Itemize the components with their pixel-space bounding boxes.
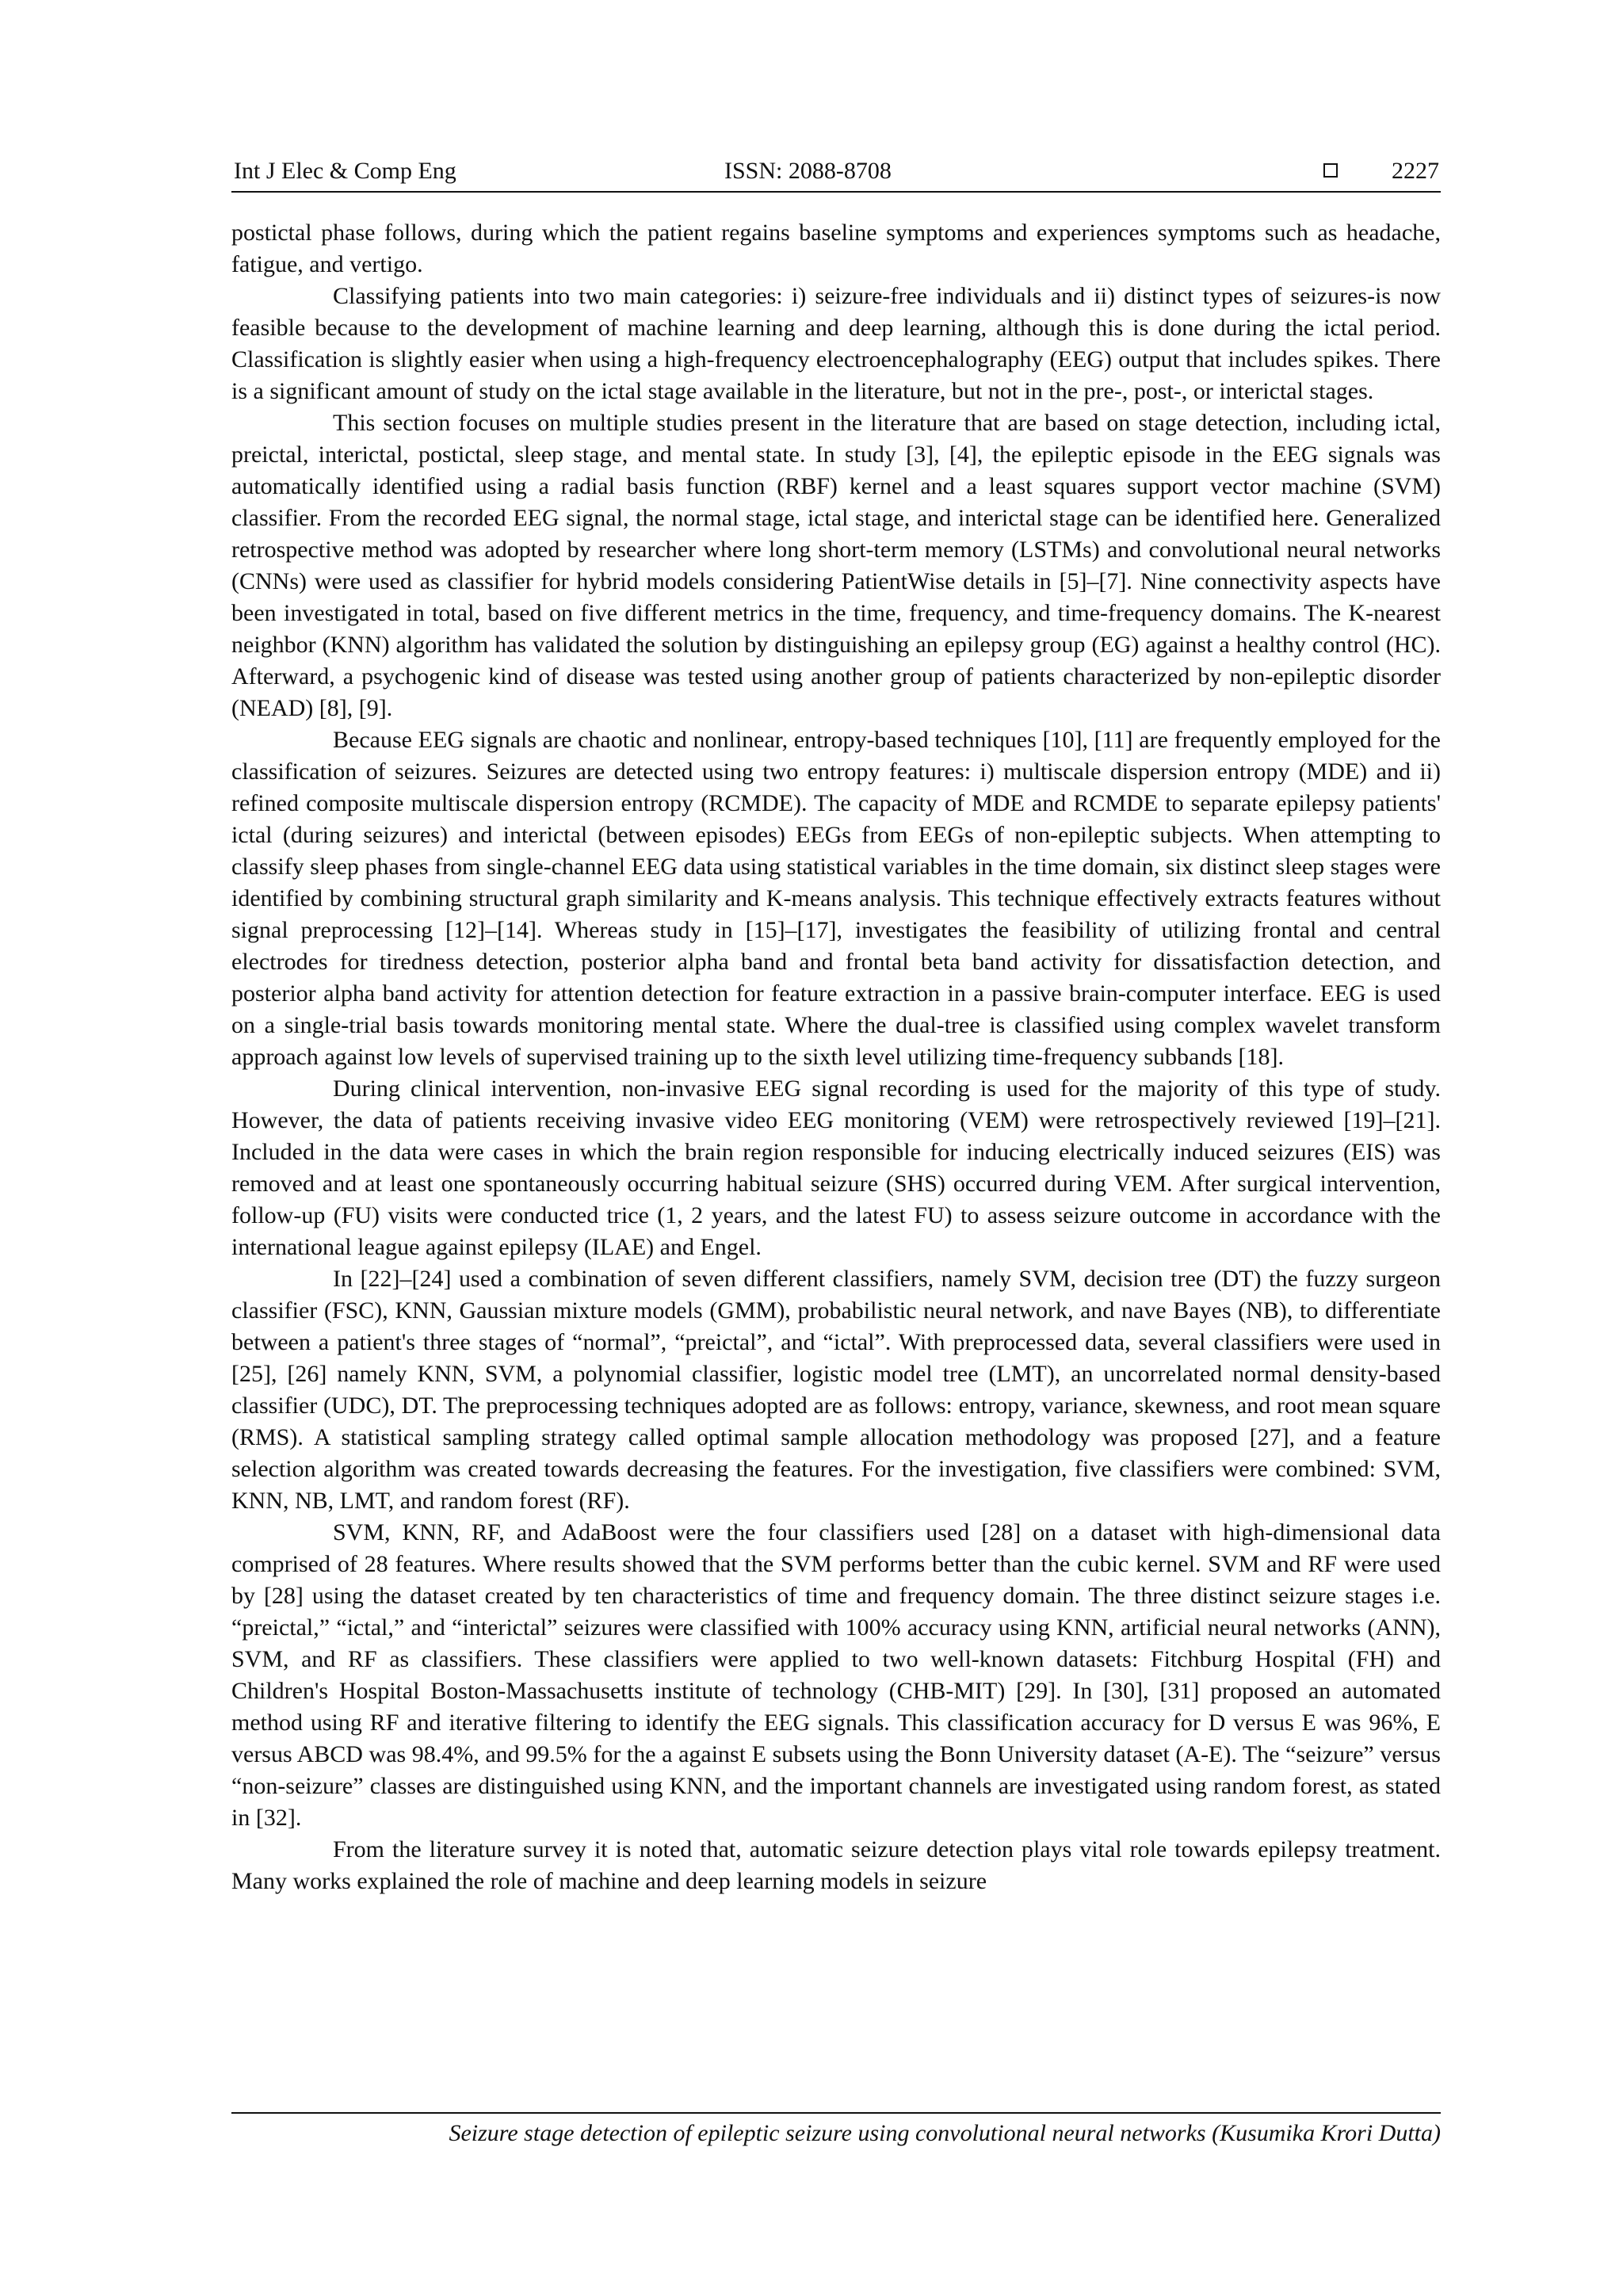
square-marker-icon: [1323, 163, 1338, 178]
page-number: 2227: [1392, 158, 1439, 184]
page-footer: [231, 2112, 1441, 2147]
paragraph: postictal phase follows, during which the patient regains baseline symptoms and experiences symptoms such as headache, fatigue, and vertigo.: [231, 220, 1441, 277]
paragraph: From the literature survey it is noted that, automatic seizure detection plays vital role towards epilepsy treatment. Many works explained the role of machine and deep learning models in seizure: [231, 1836, 1441, 1894]
issn: ISSN: 2088-8708: [724, 158, 892, 184]
journal-name: Int J Elec & Comp Eng: [234, 158, 456, 184]
running-title: Seizure stage detection of epileptic seizure using convolutional neural networks (Kusumika Krori Dutta): [449, 2120, 1441, 2146]
paragraph: Classifying patients into two main categories: i) seizure-free individuals and ii) distinct types of seizures-is now feasible because to the development of machine learning and deep learning, although this is done during the ictal period. Classification is slightly easier when using a high-frequency electroencephalography (EEG) output that includes spikes. There is a significant amount of study on the ictal stage available in the literature, but not in the pre-, post-, or interictal stages.: [231, 283, 1441, 404]
paragraph: In [22]–[24] used a combination of seven different classifiers, namely SVM, decision tree (DT) the fuzzy surgeon classifier (FSC), KNN, Gaussian mixture models (GMM), probabilistic neural network, and nave Bayes (NB), to differentiate between a patient's three stages of “normal”, “preictal”, and “ictal”. With preprocessed data, several classifiers were used in [25], [26] namely KNN, SVM, a polynomial classifier, logistic model tree (LMT), an uncorrelated normal density-based classifier (UDC), DT. The preprocessing techniques adopted are as follows: entropy, variance, skewness, and root mean square (RMS). A statistical sampling strategy called optimal sample allocation methodology was proposed [27], and a feature selection algorithm was created towards decreasing the features. For the investigation, five classifiers were combined: SVM, KNN, NB, LMT, and random forest (RF).: [231, 1266, 1441, 1514]
paragraph: This section focuses on multiple studies present in the literature that are based on stage detection, including ictal, preictal, interictal, postictal, sleep stage, and mental state. In study [3], [4], the epileptic episode in the EEG signals was automatically identified using a radial basis function (RBF) kernel and a least squares support vector machine (SVM) classifier. From the recorded EEG signal, the normal stage, ictal stage, and interictal stage can be identified here. Generalized retrospective method was adopted by researcher where long short-term memory (LSTMs) and convolutional neural networks (CNNs) were used as classifier for hybrid models considering PatientWise details in [5]–[7]. Nine connectivity aspects have been investigated in total, based on five different metrics in the time, frequency, and time-frequency domains. The K-nearest neighbor (KNN) algorithm has validated the solution by distinguishing an epilepsy group (EG) against a healthy control (HC). Afterward, a psychogenic kind of disease was tested using another group of patients characterized by non-epileptic disorder (NEAD) [8], [9].: [231, 410, 1441, 721]
paragraph: During clinical intervention, non-invasive EEG signal recording is used for the majority of this type of study. However, the data of patients receiving invasive video EEG monitoring (VEM) were retrospectively reviewed [19]–[21]. Included in the data were cases in which the brain region responsible for inducing electrically induced seizures (EIS) was removed and at least one spontaneously occurring habitual seizure (SHS) occurred during VEM. After surgical intervention, follow-up (FU) visits were conducted trice (1, 2 years, and the latest FU) to assess seizure outcome in accordance with the international league against epilepsy (ILAE) and Engel.: [231, 1075, 1441, 1260]
page-header: [231, 155, 1441, 193]
paragraph: SVM, KNN, RF, and AdaBoost were the four classifiers used [28] on a dataset with high-dimensional data comprised of 28 features. Where results showed that the SVM performs better than the cubic kernel. SVM and RF were used by [28] using the dataset created by ten characteristics of time and frequency domain. The three distinct seizure stages i.e. “preictal,” “ictal,” and “interictal” seizures were classified with 100% accuracy using KNN, artificial neural networks (ANN), SVM, and RF as classifiers. These classifiers were applied to two well-known datasets: Fitchburg Hospital (FH) and Children's Hospital Boston-Massachusetts institute of technology (CHB-MIT) [29]. In [30], [31] proposed an automated method using RF and iterative filtering to identify the EEG signals. This classification accuracy for D versus E was 96%, E versus ABCD was 98.4%, and 99.5% for the a against E subsets using the Bonn University dataset (A-E). The “seizure” versus “non-seizure” classes are distinguished using KNN, and the important channels are investigated using random forest, as stated in [32].: [231, 1519, 1441, 1831]
body-text: [231, 217, 1441, 1897]
paragraph: Because EEG signals are chaotic and nonlinear, entropy-based techniques [10], [11] are frequently employed for the classification of seizures. Seizures are detected using two entropy features: i) multiscale dispersion entropy (MDE) and ii) refined composite multiscale dispersion entropy (RCMDE). The capacity of MDE and RCMDE to separate epilepsy patients' ictal (during seizures) and interictal (between episodes) EEGs from EEGs of non-epileptic subjects. When attempting to classify sleep phases from single-channel EEG data using statistical variables in the time domain, six distinct sleep stages were identified by combining structural graph similarity and K-means analysis. This technique effectively extracts features without signal preprocessing [12]–[14]. Whereas study in [15]–[17], investigates the feasibility of utilizing frontal and central electrodes for tiredness detection, posterior alpha band and frontal beta band activity for dissatisfaction detection, and posterior alpha band activity for attention detection for feature extraction in a passive brain-computer interface. EEG is used on a single-trial basis towards monitoring mental state. Where the dual-tree is classified using complex wavelet transform approach against low levels of supervised training up to the sixth level utilizing time-frequency subbands [18].: [231, 727, 1441, 1070]
